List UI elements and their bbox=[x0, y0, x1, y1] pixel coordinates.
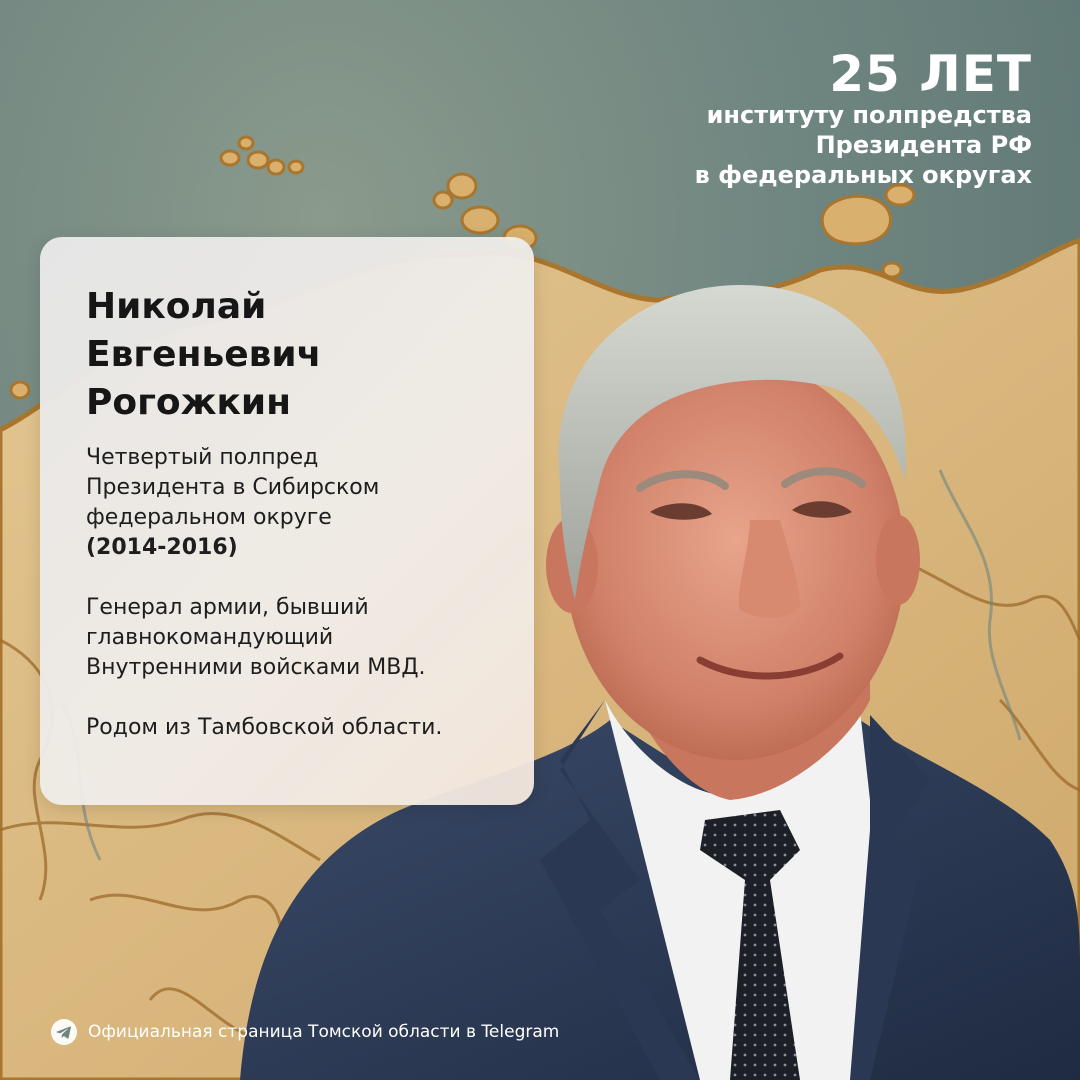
footer[interactable] bbox=[50, 1018, 559, 1046]
origin-paragraph: Родом из Тамбовской области. bbox=[86, 715, 443, 740]
name-first: Николай bbox=[86, 286, 267, 327]
headline-years: 25 ЛЕТ bbox=[829, 45, 1032, 103]
person-description bbox=[86, 443, 516, 773]
role-line-3: федеральном округе bbox=[86, 505, 332, 530]
role-line-2: Президента в Сибирском bbox=[86, 475, 380, 500]
career-line-1: Генерал армии, бывший bbox=[86, 595, 369, 620]
career-paragraph bbox=[86, 593, 516, 683]
headline-line-1: институту полпредства bbox=[706, 101, 1032, 129]
headline-line-3: в федеральных округах bbox=[694, 161, 1032, 189]
name-last: Рогожкин bbox=[86, 382, 292, 423]
ear-right bbox=[876, 515, 920, 605]
headline-line-2: Президента РФ bbox=[815, 131, 1032, 159]
role-years: (2014-2016) bbox=[86, 535, 238, 560]
footer-text[interactable]: Официальная страница Томской области в Telegram bbox=[88, 1022, 560, 1042]
role-paragraph bbox=[86, 443, 516, 563]
career-line-2: главнокомандующий bbox=[86, 625, 334, 650]
telegram-icon bbox=[50, 1018, 78, 1046]
career-line-3: Внутренними войсками МВД. bbox=[86, 655, 426, 680]
info-card bbox=[40, 237, 534, 805]
role-line-1: Четвертый полпред bbox=[86, 445, 319, 470]
person-name bbox=[86, 283, 321, 427]
name-patronymic: Евгеньевич bbox=[86, 334, 322, 375]
